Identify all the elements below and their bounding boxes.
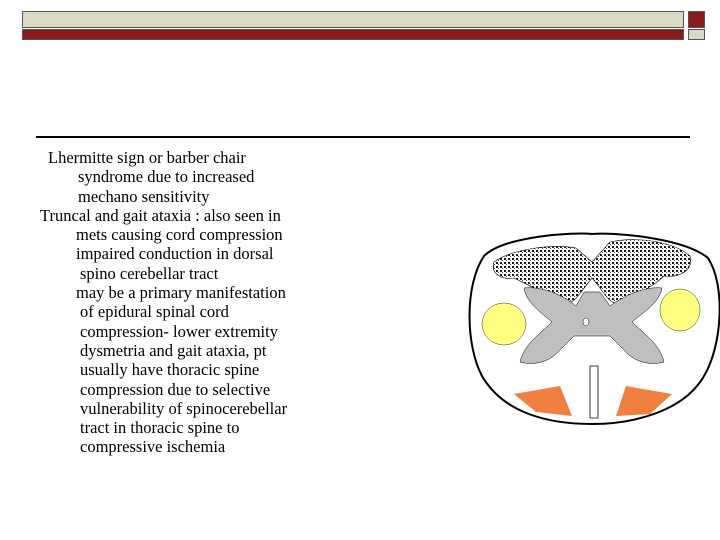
body-line: usually have thoracic spine — [80, 360, 260, 380]
body-line: may be a primary manifestation — [76, 283, 286, 303]
body-line: mechano sensitivity — [78, 186, 210, 206]
spinocerebellar-tract-left — [482, 303, 526, 345]
body-line: compression- lower extremity — [80, 321, 278, 341]
body-line: impaired conduction in dorsal — [76, 244, 274, 264]
body-line: compression due to selective — [80, 379, 271, 399]
body-line: Truncal and gait ataxia : also seen in — [40, 205, 281, 225]
spinal-cord-diagram — [464, 226, 720, 426]
body-line: spino cerebellar tract — [80, 263, 219, 283]
body-line: vulnerability of spinocerebellar — [80, 398, 288, 418]
body-line: syndrome due to increased — [78, 167, 255, 187]
slide-body-text — [40, 148, 360, 457]
header-square-bottom — [688, 29, 705, 40]
spinocerebellar-tract-right — [660, 289, 700, 331]
ventral-fissure — [590, 366, 598, 418]
body-line: mets causing cord compression — [76, 225, 283, 245]
title-divider — [36, 136, 690, 138]
spinal-cord-cross-section — [464, 226, 720, 426]
header-square-top — [688, 11, 705, 28]
body-line: Lhermitte sign or barber chair — [48, 148, 246, 167]
body-line: compressive ischemia — [80, 437, 226, 457]
body-line: tract in thoracic spine to — [80, 418, 240, 438]
header-bar-top — [22, 11, 684, 28]
body-line: dysmetria and gait ataxia, pt — [80, 340, 267, 360]
body-line: of epidural spinal cord — [80, 302, 229, 322]
header-bar-bottom — [22, 29, 684, 40]
central-canal — [583, 318, 589, 326]
